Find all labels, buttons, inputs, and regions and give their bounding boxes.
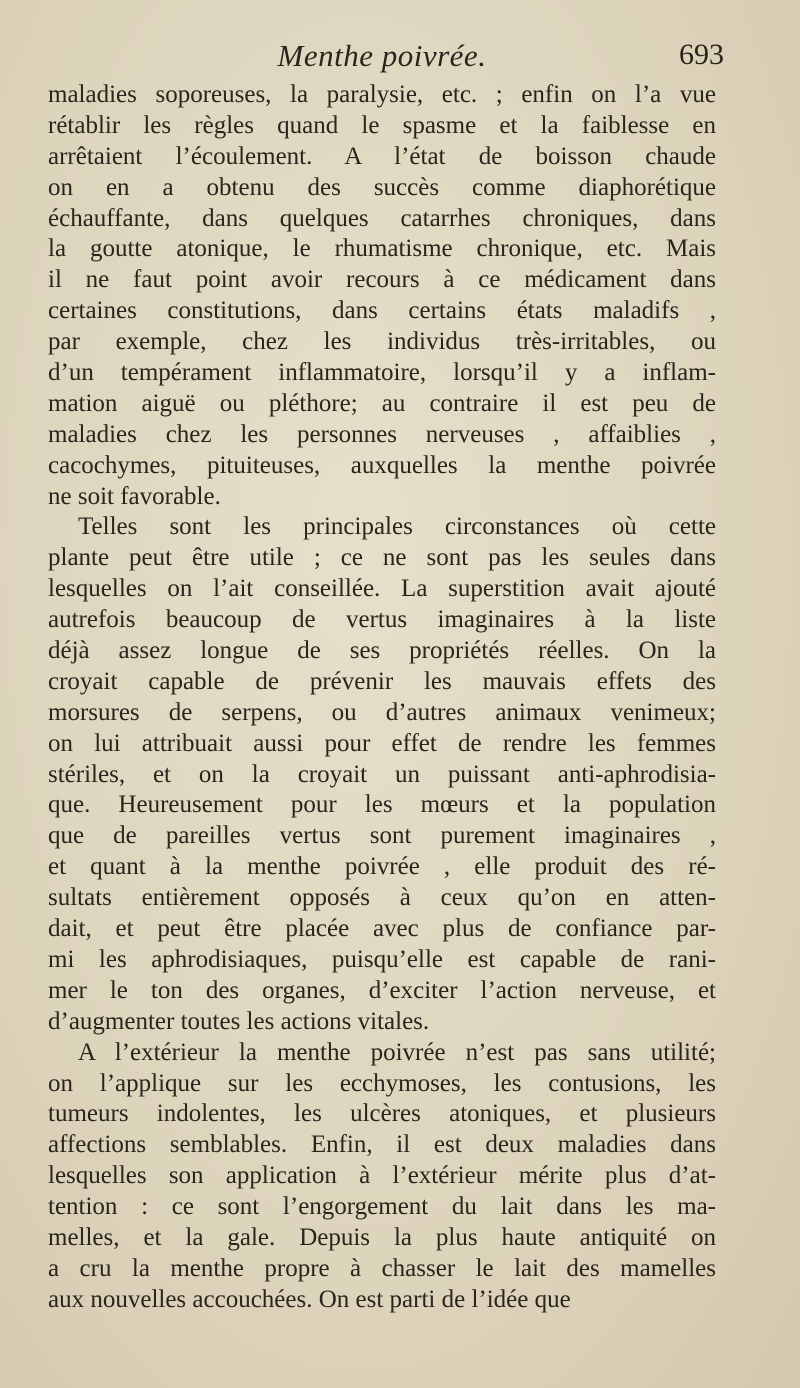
text-line: lesquelles son application à l’extérieur mérite plus d’at- [48,1162,716,1190]
text-line: dait, et peut être placée avec plus de confiance par- [48,915,716,943]
text-line: on l’applique sur les ecchymoses, les contusions, les [48,1069,716,1097]
text-line: cacochymes, pituiteuses, auxquelles la menthe poivrée [48,451,716,479]
body-text [48,80,716,1316]
text-line: que. Heureusement pour les mœurs et la population [48,791,716,819]
text-line: aux nouvelles accouchées. On est parti de l’idée que [48,1285,571,1313]
text-line: affections semblables. Enfin, il est deux maladies dans [48,1131,716,1159]
text-line: certaines constitutions, dans certains états maladifs , [48,297,716,325]
text-line: par exemple, chez les individus très-irritables, ou [48,328,716,356]
text-line: plante peut être utile ; ce ne sont pas les seules dans [48,544,716,572]
text-line: échauffante, dans quelques catarrhes chroniques, dans [48,204,716,232]
text-line: rétablir les règles quand le spasme et la faiblesse en [48,111,716,139]
text-line: déjà assez longue de ses propriétés réelles. On la [48,637,716,665]
text-line: morsures de serpens, ou d’autres animaux venimeux; [48,698,716,726]
text-line: la goutte atonique, le rhumatisme chronique, etc. Mais [48,235,716,263]
text-line: tumeurs indolentes, les ulcères atoniques, et plusieurs [48,1100,716,1128]
text-line: d’un tempérament inflammatoire, lorsqu’il y a inflam- [48,359,716,387]
text-line: mi les aphrodisiaques, puisqu’elle est capable de rani- [48,945,716,973]
text-line: on lui attribuait aussi pour effet de rendre les femmes [48,729,716,757]
text-line: arrêtaient l’écoulement. A l’état de boisson chaude [48,142,716,170]
text-line: lesquelles on l’ait conseillée. La superstition avait ajouté [48,575,716,603]
text-line: que de pareilles vertus sont purement imaginaires , [48,822,716,850]
text-line: melles, et la gale. Depuis la plus haute antiquité on [48,1223,716,1251]
text-line: et quant à la menthe poivrée , elle produit des ré- [48,853,716,881]
text-line: a cru la menthe propre à chasser le lait des mamelles [48,1254,716,1282]
text-line: sultats entièrement opposés à ceux qu’on en atten- [48,884,716,912]
text-line: mer le ton des organes, d’exciter l’action nerveuse, et [48,976,716,1004]
running-title: Menthe poivrée. [277,38,487,73]
page-header [48,38,724,78]
text-line: maladies soporeuses, la paralysie, etc. ; enfin on l’a vue [48,81,716,108]
text-line: ne soit favorable. [48,482,221,510]
text-line: autrefois beaucoup de vertus imaginaires à la liste [48,606,716,634]
page-number: 693 [679,38,724,71]
text-line: tention : ce sont l’engorgement du lait dans les ma- [48,1193,716,1221]
text-line: stériles, et on la croyait un puissant anti-aphrodisia- [48,760,716,788]
text-line: A l’extérieur la menthe poivrée n’est pas sans utilité; [78,1038,716,1066]
text-line: maladies chez les personnes nerveuses , affaiblies , [48,420,716,448]
text-line: mation aiguë ou pléthore; au contraire il est peu de [48,389,716,417]
text-line: on en a obtenu des succès comme diaphorétique [48,173,716,201]
text-line: d’augmenter toutes les actions vitales. [48,1007,430,1035]
text-line: il ne faut point avoir recours à ce médicament dans [48,266,716,294]
text-line: Telles sont les principales circonstances où cette [78,513,716,541]
text-line: croyait capable de prévenir les mauvais effets des [48,667,716,695]
